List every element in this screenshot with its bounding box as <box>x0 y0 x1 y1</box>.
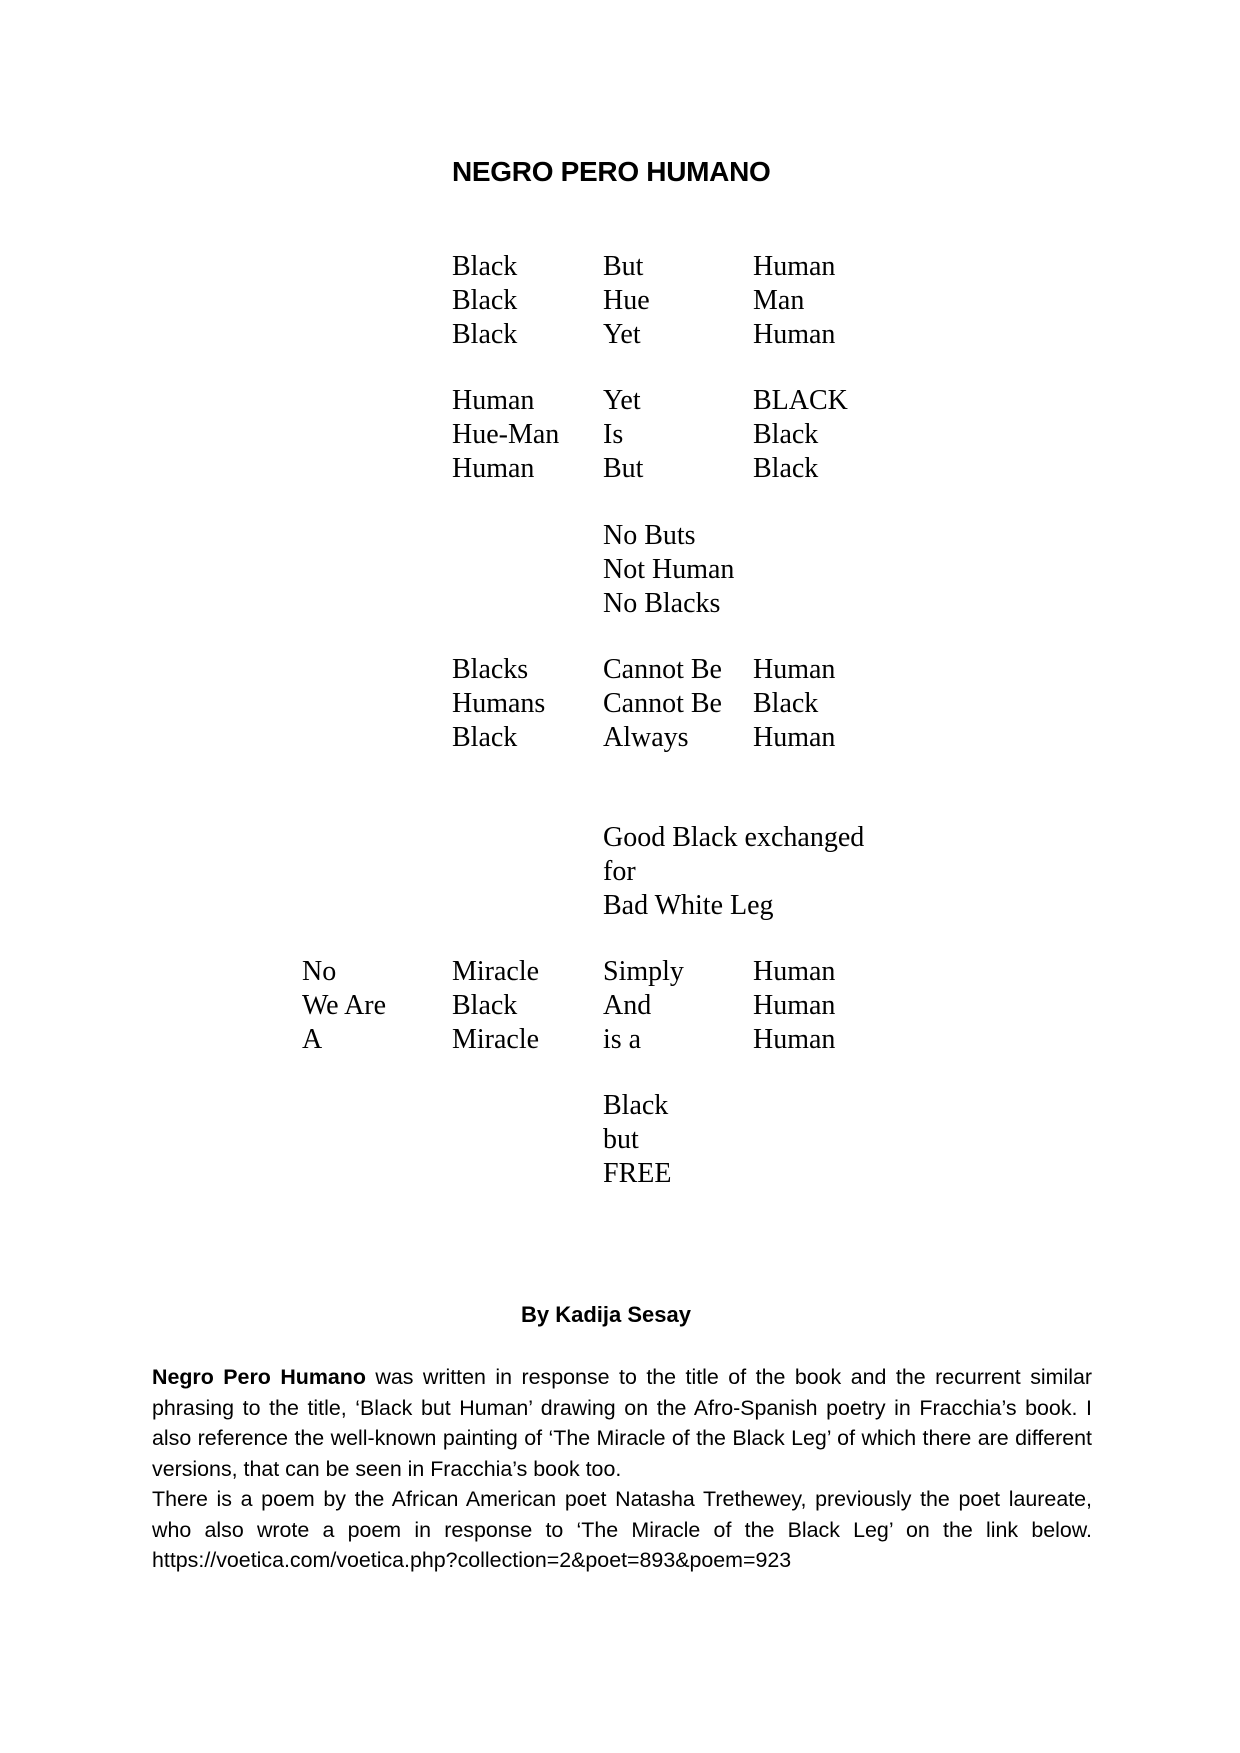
poem-word: Human <box>452 385 535 416</box>
poem-word: Human <box>753 1024 836 1055</box>
poem-word: Black <box>452 319 518 350</box>
poem-word: But <box>603 453 644 484</box>
poem-word: No <box>302 956 337 987</box>
note-paragraph-2: There is a poem by the African American poet Natasha Trethewey, previously the poet laureate, who also wrote a poem in response to ‘The Miracle of the Black Leg’ on the link below. https://voetica.com/voetica.php?collection=2&poet=893&poem=923 <box>152 1487 1092 1572</box>
poem-word: Bad White Leg <box>603 890 774 921</box>
poem-title: NEGRO PERO HUMANO <box>452 156 771 187</box>
poem-word: Human <box>753 251 836 282</box>
poem-word: Human <box>753 319 836 350</box>
note-poem-title: Negro Pero Humano <box>152 1365 366 1389</box>
poem-word: Simply <box>603 956 684 987</box>
poem-word: Yet <box>603 385 641 416</box>
poem-word: FREE <box>603 1158 672 1189</box>
poem-word: But <box>603 251 644 282</box>
author-byline: By Kadija Sesay <box>521 1302 691 1327</box>
poem-word: but <box>603 1124 639 1155</box>
poem-word: Hue <box>603 285 650 316</box>
poem-word: Black <box>753 688 819 719</box>
poem-word: Black <box>452 251 518 282</box>
poem-word: BLACK <box>753 385 848 416</box>
poem-word: Human <box>753 654 836 685</box>
poem-word: No Blacks <box>603 588 721 619</box>
poem-word: Black <box>753 453 819 484</box>
poem-word: Good Black exchanged <box>603 822 865 853</box>
poem-word: Miracle <box>452 956 540 987</box>
poem-word: Hue-Man <box>452 419 560 450</box>
poem-word: Human <box>753 722 836 753</box>
poem-word: Black <box>452 722 518 753</box>
poem-word: Always <box>603 722 689 753</box>
poem-word: Humans <box>452 688 546 719</box>
poem-word: Black <box>452 990 518 1021</box>
poem-word: We Are <box>302 990 387 1021</box>
poem-word: Human <box>753 956 836 987</box>
note-paragraph-text: was written in response to the title of the book and the recurrent similar phrasing to the title, ‘Black but Human’ drawing on the Afro-Spanish poetry in Fracchia’s book. I also reference the well-known painting of ‘The Miracle of the Black Leg’ of which there are different versions, that can be seen in Fracchia’s book too. <box>152 1365 1092 1481</box>
poem-word: Is <box>603 419 624 450</box>
poem-word: Cannot Be <box>603 654 722 685</box>
poem-word: No Buts <box>603 520 696 551</box>
poem-word: Human <box>753 990 836 1021</box>
poem-word: Black <box>753 419 819 450</box>
poem-word: Black <box>452 285 518 316</box>
poem-word: Blacks <box>452 654 529 685</box>
poem-word: for <box>603 856 636 887</box>
poem-word: Man <box>753 285 805 316</box>
note-paragraph <box>152 1362 1092 1484</box>
poem-word: And <box>603 990 652 1021</box>
poem-word: A <box>302 1024 323 1055</box>
poem-word: Miracle <box>452 1024 540 1055</box>
poem-word: Yet <box>603 319 641 350</box>
poem-word: is a <box>603 1024 642 1055</box>
poem-word: Not Human <box>603 554 735 585</box>
poem-word: Human <box>452 453 535 484</box>
poem-word: Black <box>603 1090 669 1121</box>
author-note <box>152 1362 1092 1576</box>
poem-word: Cannot Be <box>603 688 722 719</box>
